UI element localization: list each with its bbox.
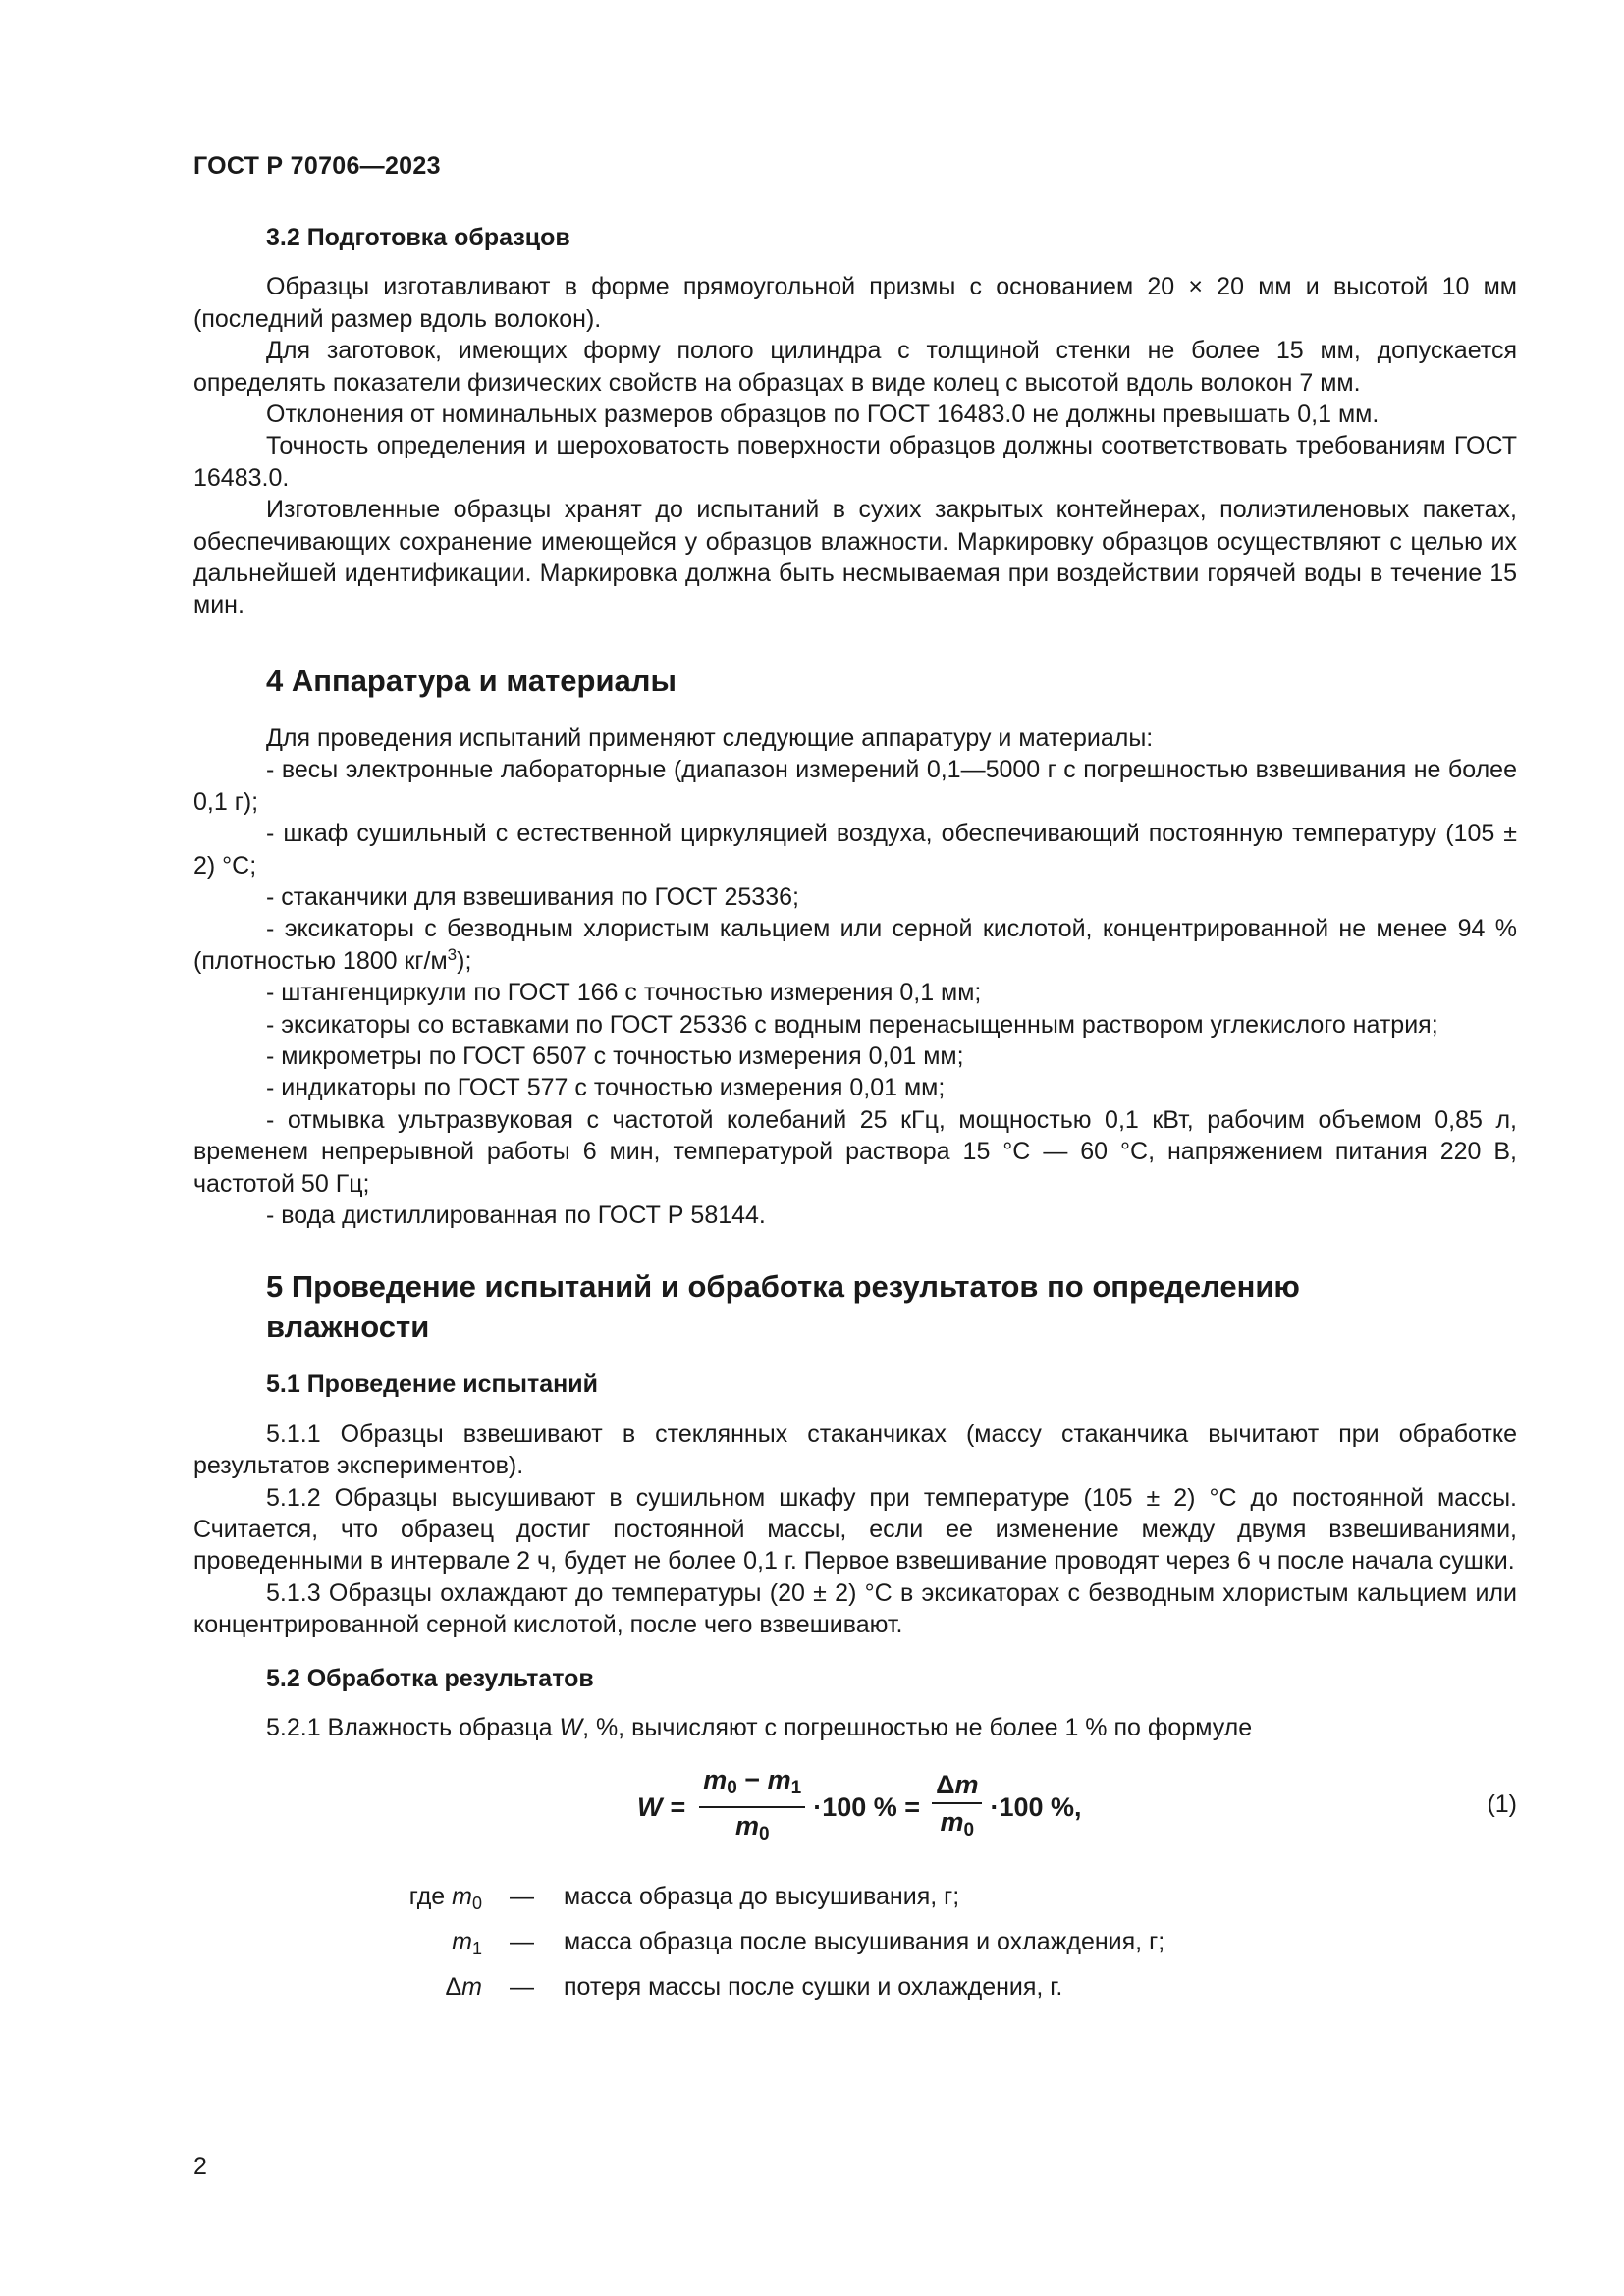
legend-var: m: [461, 1973, 482, 2002]
paragraph: Для заготовок, имеющих форму полого цилиндра с толщиной стенки не более 15 мм, допускается определять показатели физических свойств на образцах в виде колец с высотой вдоль волокон 7 мм.: [193, 337, 1517, 397]
list-item: - отмывка ультразвуковая с частотой колебаний 25 кГц, мощностью 0,1 кВт, рабочим объемом 0,85 л, временем непрерывной работы 6 мин, температурой раствора 15 °С — 60 °С, напряжением питания 220 В, частотой 50 Гц;: [193, 1105, 1517, 1198]
formula-multiplier: ·100 %,: [990, 1792, 1082, 1823]
paragraph: Отклонения от номинальных размеров образцов по ГОСТ 16483.0 не должны превышать 0,1 мм.: [266, 400, 1380, 429]
formula: [637, 1765, 1082, 1849]
formula-block: [193, 1765, 1517, 1849]
list-item: - эксикаторы со вставками по ГОСТ 25336 с водным перенасыщенным раствором углекислого натрия;: [266, 1010, 1438, 1039]
superscript: 3: [447, 944, 458, 964]
legend-subscript: 1: [471, 1939, 482, 1959]
document-body: [193, 222, 1517, 2016]
section-heading-5: [193, 1266, 1517, 1347]
formula-var: m: [954, 1769, 979, 1799]
legend-symbol: [409, 1881, 482, 1919]
formula-subscript: 0: [727, 1778, 737, 1799]
formula-equals: =: [670, 1792, 686, 1823]
variable-w: W: [559, 1714, 583, 1742]
legend-dash: —: [510, 1973, 534, 2002]
paragraph: Изготовленные образцы хранят до испытаний в сухих закрытых контейнерах, полиэтиленовых пакетах, обеспечивающих сохранение имеющейся у образцов влажности. Маркировку образцов осуществляют с целью их дальнейшей идентификации. Маркировка должна быть несмываемая при воздействии горячей воды в течение 15 мин.: [193, 496, 1517, 619]
legend-dash: —: [510, 1928, 534, 1956]
list-item: - шкаф сушильный с естественной циркуляцией воздуха, обеспечивающий постоянную температуру (105 ± 2) °С;: [193, 820, 1517, 880]
equation-number: (1): [1487, 1790, 1517, 1819]
legend-row: [193, 1971, 1517, 2016]
list-item: - индикаторы по ГОСТ 577 с точностью измерения 0,01 мм;: [266, 1074, 946, 1102]
formula-operator: −: [736, 1765, 768, 1795]
page-number: 2: [193, 2153, 207, 2180]
formula-multiplier: ·100 % =: [813, 1792, 921, 1823]
paragraph: Для проведения испытаний применяют следующие аппаратуру и материалы:: [266, 723, 1154, 752]
fraction-denominator: [735, 1808, 770, 1850]
legend-prefix: Δ: [445, 1973, 462, 2002]
formula-var: m: [767, 1765, 791, 1795]
list-item: - микрометры по ГОСТ 6507 с точностью измерения 0,01 мм;: [266, 1041, 964, 1070]
list-item: - весы электронные лабораторные (диапазон измерений 0,1—5000 г с погрешностью взвешивания не более 0,1 г);: [193, 756, 1517, 816]
formula-legend: [193, 1881, 1517, 2016]
subsection-heading-5-2: 5.2 Обработка результатов: [266, 1664, 594, 1692]
section-heading-line: 5 Проведение испытаний и обработка результатов по определению: [266, 1269, 1300, 1305]
fraction-1: [699, 1764, 805, 1851]
legend-var: m: [452, 1883, 472, 1911]
formula-var: m: [734, 1811, 759, 1842]
paragraph: 5.1.2 Образцы высушивают в сушильном шкафу при температуре (105 ± 2) °С до постоянной массы. Считается, что образец достиг постоянной массы, если ее изменение между двумя взвешиваниями, проведенными в интервале 2 ч, будет не более 0,1 г. Первое взвешивание проводят через 6 ч после начала сушки.: [193, 1483, 1517, 1575]
paragraph-text: 5.2.1 Влажность образца: [266, 1714, 560, 1742]
formula-var: m: [940, 1806, 964, 1837]
legend-description: потеря массы после сушки и охлаждения, г.: [564, 1973, 1063, 2002]
legend-row: [193, 1926, 1517, 1971]
legend-row: [193, 1881, 1517, 1926]
section-heading-4: 4 Аппаратура и материалы: [266, 663, 677, 698]
paragraph: 5.1.3 Образцы охлаждают до температуры (20 ± 2) °С в эксикаторах с безводным хлористым кальцием или концентрированной серной кислотой, после чего взвешивают.: [193, 1578, 1517, 1639]
list-item-text: );: [457, 946, 472, 975]
fraction-numerator: [699, 1764, 805, 1808]
paragraph: 5.1.1 Образцы взвешивают в стеклянных стаканчиках (массу стаканчика вычитают при обработке результатов экспериментов).: [193, 1419, 1517, 1480]
list-item: - штангенциркули по ГОСТ 166 с точностью измерения 0,1 мм;: [266, 979, 982, 1007]
paragraph-text: , %, вычисляют с погрешностью не более 1 % по формуле: [582, 1714, 1253, 1742]
formula-var: m: [703, 1765, 728, 1795]
formula-lhs: W: [637, 1792, 663, 1823]
paragraph: [193, 1712, 1517, 1743]
legend-dash: —: [510, 1883, 534, 1911]
legend-var: m: [452, 1928, 472, 1956]
legend-description: масса образца после высушивания и охлаждения, г;: [564, 1928, 1165, 1956]
legend-prefix: где: [408, 1883, 453, 1911]
paragraph: Точность определения и шероховатость поверхности образцов должны соответствовать требованиям ГОСТ 16483.0.: [193, 432, 1517, 492]
fraction-numerator: [932, 1769, 982, 1804]
list-item: - стаканчики для взвешивания по ГОСТ 25336;: [266, 882, 799, 911]
legend-symbol: [445, 1971, 482, 2009]
list-item-text: - эксикаторы с безводным хлористым кальцием или серной кислотой, концентрированной не менее 94 % (плотностью 1800 кг/м: [193, 915, 1517, 975]
paragraph: Образцы изготавливают в форме прямоугольной призмы с основанием 20 × 20 мм и высотой 10 мм (последний размер вдоль волокон).: [193, 273, 1517, 333]
legend-description: масса образца до высушивания, г;: [564, 1883, 960, 1911]
subsection-heading-5-1: 5.1 Проведение испытаний: [266, 1370, 598, 1399]
formula-subscript: 1: [790, 1778, 802, 1799]
legend-symbol: [452, 1926, 482, 1964]
section-heading-line: влажности: [266, 1309, 430, 1345]
document-header: ГОСТ Р 70706—2023: [193, 152, 441, 180]
legend-subscript: 0: [471, 1894, 482, 1914]
fraction-2: [932, 1769, 982, 1847]
list-item: [193, 913, 1517, 977]
fraction-denominator: [940, 1804, 974, 1846]
formula-subscript: 0: [963, 1819, 975, 1841]
formula-subscript: 0: [758, 1824, 770, 1845]
list-item: - вода дистиллированная по ГОСТ Р 58144.: [266, 1201, 766, 1229]
formula-delta: Δ: [936, 1769, 955, 1799]
subsection-heading-3-2: 3.2 Подготовка образцов: [266, 224, 570, 251]
